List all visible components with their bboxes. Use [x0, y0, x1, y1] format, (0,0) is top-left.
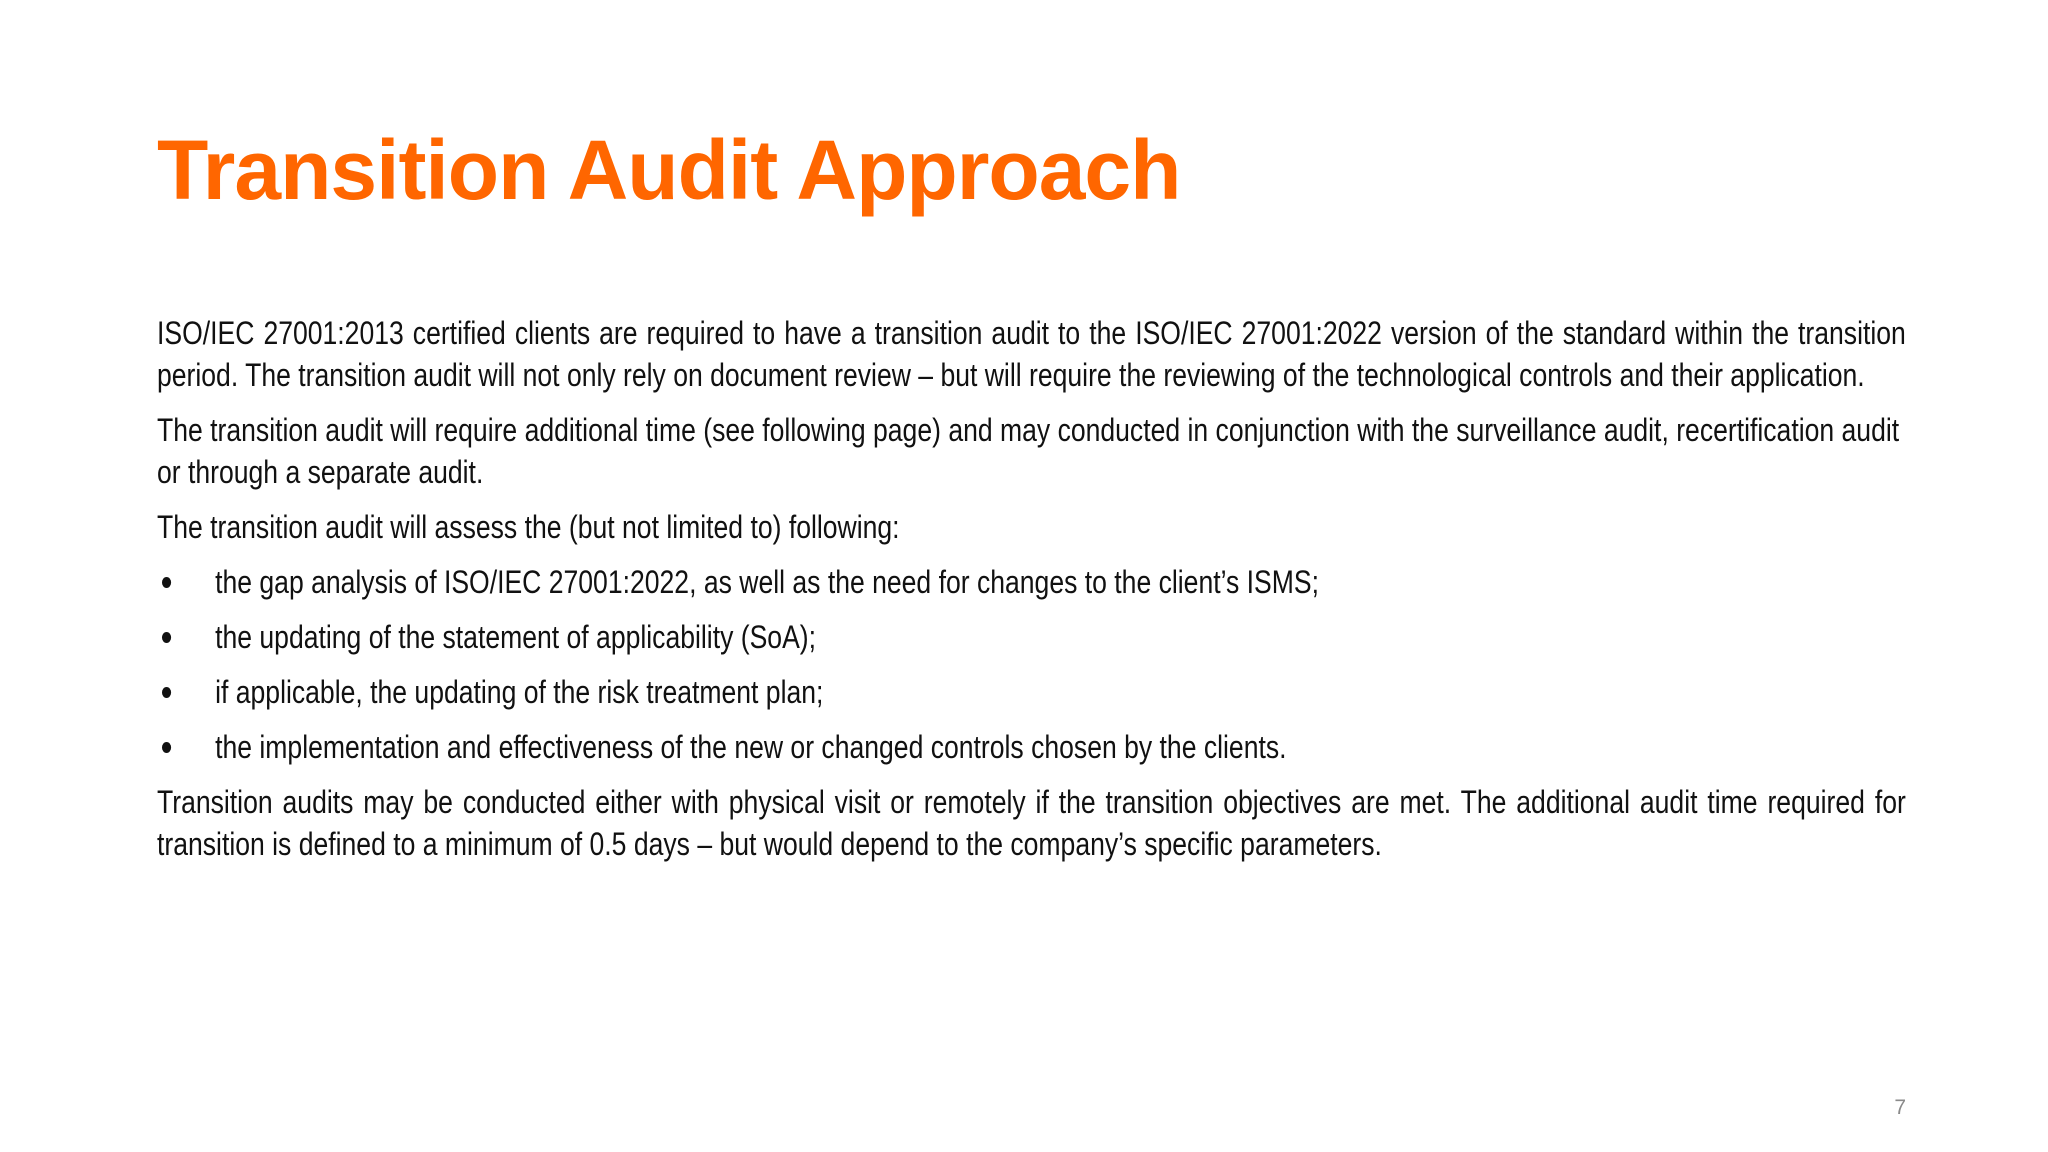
bullet-icon — [162, 577, 171, 588]
slide-body — [157, 312, 1906, 878]
assessment-bullet-list — [157, 561, 1906, 768]
bullet-text: the implementation and effectiveness of the new or changed controls chosen by the clients. — [215, 729, 1287, 765]
paragraph-assessment-intro: The transition audit will assess the (but not limited to) following: — [157, 509, 900, 545]
list-item — [157, 616, 1906, 658]
list-item — [157, 561, 1906, 603]
paragraph-additional-time: The transition audit will require additional time (see following page) and may conducted in conjunction with the surveillance audit, recertification audit or through a separate audit. — [157, 412, 1900, 490]
paragraph-remote-audits: Transition audits may be conducted either with physical visit or remotely if the transition objectives are met. The additional audit time required for transition is defined to a minimum of 0.5 days – but would depend to the company’s specific parameters. — [157, 784, 1906, 862]
slide-title: Transition Audit Approach — [157, 123, 1181, 217]
page-number: 7 — [1894, 1096, 1906, 1119]
bullet-icon — [162, 687, 171, 698]
paragraph-certification: ISO/IEC 27001:2013 certified clients are required to have a transition audit to the ISO/IEC 27001:2022 version of the standard within the transition period. The transition audit will not only rely on document review – but will require the reviewing of the technological controls and their application. — [157, 315, 1906, 393]
bullet-text: if applicable, the updating of the risk treatment plan; — [215, 674, 824, 710]
bullet-icon — [162, 742, 171, 753]
bullet-text: the gap analysis of ISO/IEC 27001:2022, as well as the need for changes to the client’s ISMS; — [215, 564, 1319, 600]
list-item — [157, 671, 1906, 713]
bullet-icon — [162, 632, 171, 643]
bullet-text: the updating of the statement of applicability (SoA); — [215, 619, 817, 655]
list-item — [157, 726, 1906, 768]
